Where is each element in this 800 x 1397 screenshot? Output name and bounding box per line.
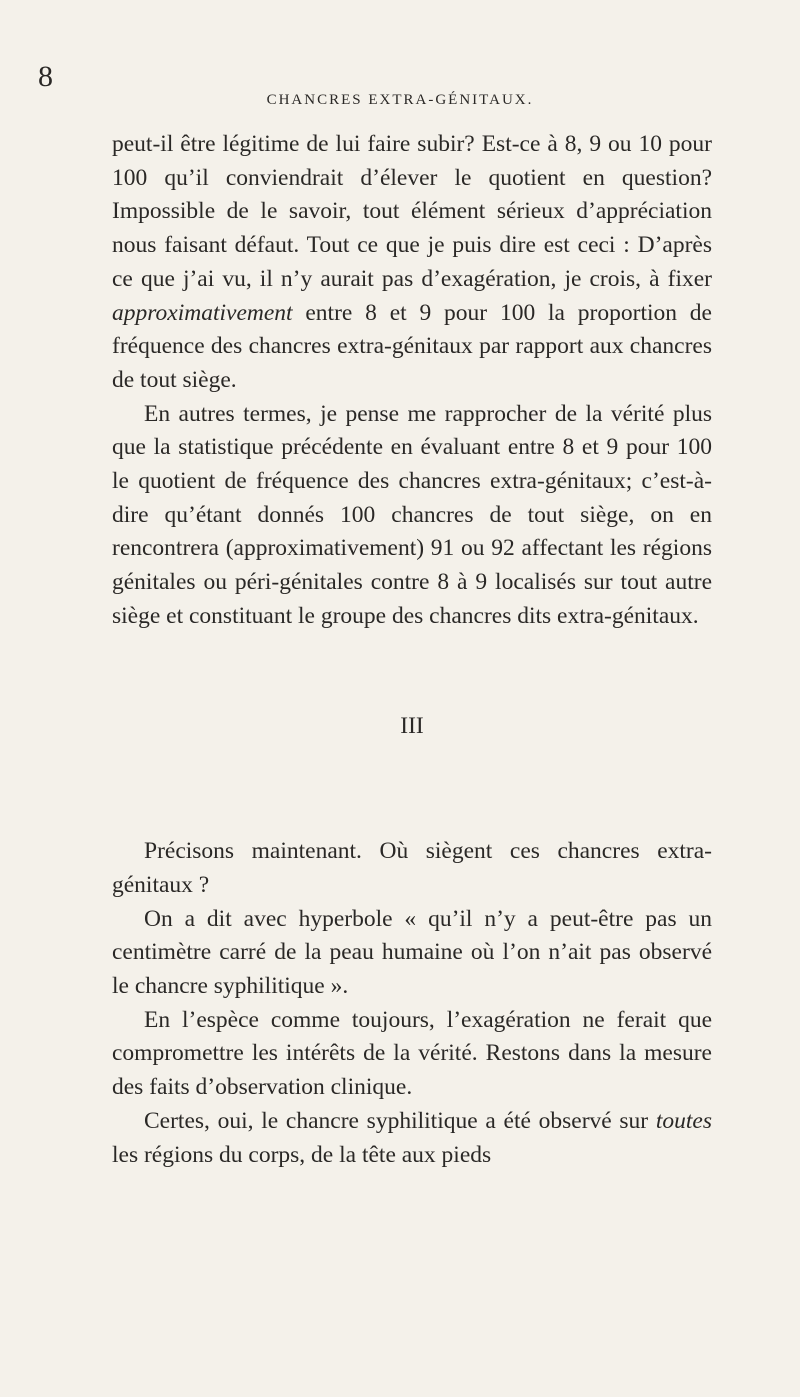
paragraph-6 <box>112 1105 712 1172</box>
page-number: 8 <box>38 60 53 93</box>
paragraph-1 <box>112 128 712 398</box>
paragraph-4: On a dit avec hyperbole « qu’il n’y a peut-être pas un centimètre carré de la peau humaine où l’on n’ait pas observé le chancre syphilitique ». <box>112 905 712 1000</box>
paragraph-6-italic: toutes <box>655 1107 712 1134</box>
running-title: CHANCRES EXTRA-GÉNITAUX. <box>266 92 534 108</box>
paragraph-3: Précisons maintenant. Où siègent ces chancres extra-génitaux ? <box>112 838 712 898</box>
section-heading: III <box>400 712 424 739</box>
paragraph-1-italic: approximativement <box>112 299 293 326</box>
paragraph-1-text-b: entre 8 et 9 pour 100 la proportion de fréquence des chancres extra-génitaux par rapport aux chancres de tout siège. <box>112 299 712 393</box>
paragraph-5: En l’espèce comme toujours, l’exagération ne ferait que compromettre les intérêts de la vérité. Restons dans la mesure des faits d’observation clinique. <box>112 1006 712 1101</box>
paragraph-2: En autres termes, je pense me rapprocher de la vérité plus que la statistique précédente en évaluant entre 8 et 9 pour 100 le quotient de fréquence des chancres extra-génitaux; c’est-à-dire qu’étant donnés 100 chancres de tout siège, on en rencontrera (approximativement) 91 ou 92 affectant les régions génitales ou péri-génitales contre 8 à 9 localisés sur tout autre siège et constituant le groupe des chancres dits extra-génitaux. <box>112 400 712 629</box>
paragraph-6-text-a: Certes, oui, le chancre syphilitique a été observé sur <box>144 1107 656 1134</box>
paragraph-1-text-a: peut-il être légitime de lui faire subir? Est-ce à 8, 9 ou 10 pour 100 qu’il conviendrait d’élever le quotient en question? Impossible de le savoir, tout élément sérieux d’appréciation nous faisant défaut. Tout ce que je puis dire est ceci : D’après ce que j’ai vu, il n’y aurait pas d’exagération, je crois, à fixer <box>112 131 712 292</box>
body-text <box>112 128 712 1172</box>
paragraph-6-text-b: les régions du corps, de la tête aux pieds <box>112 1141 492 1168</box>
